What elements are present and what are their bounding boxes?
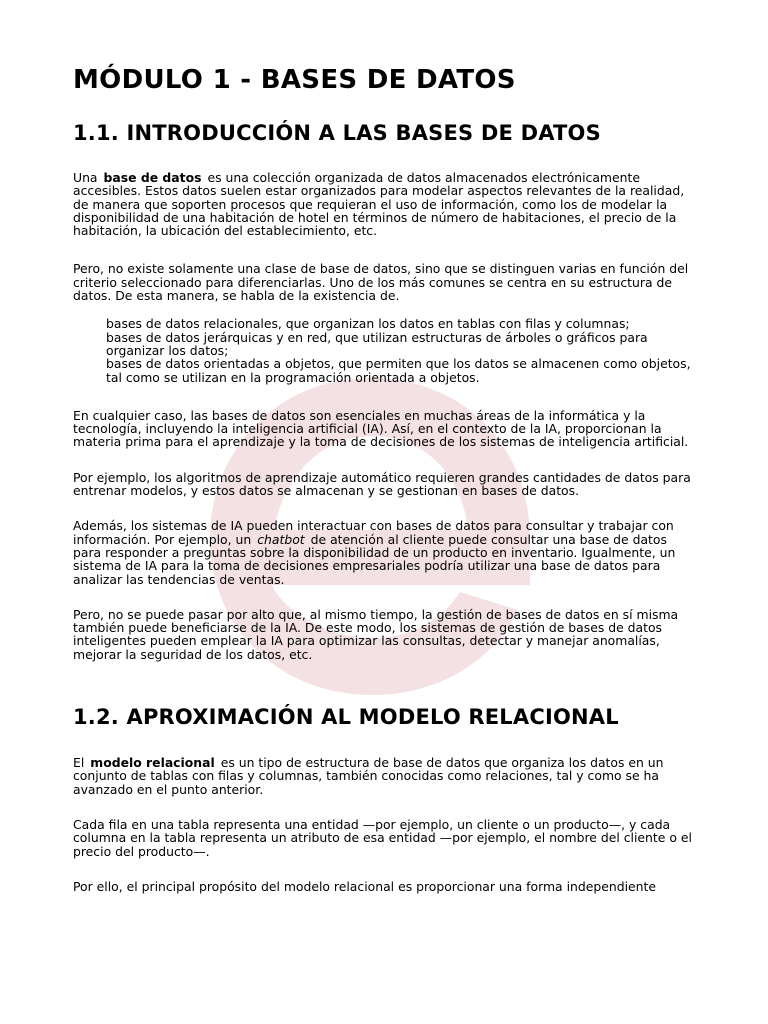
list-item: bases de datos orientadas a objetos, que permiten que los datos se almacenen como objetos, tal como se utilizan en la programación orientada a objetos. <box>106 356 691 385</box>
paragraph-rows-columns: Cada fila en una tabla representa una entidad —por ejemplo, un cliente o un producto—, y cada columna en la tabla representa un atributo de esa entidad —por ejemplo, el nombre del cliente o el precio del producto—. <box>73 816 692 859</box>
paragraph-relational-definition <box>73 756 697 796</box>
paragraph-text: es una colección organizada de datos almacenados electrónicamente accesibles. Estos datos suelen estar organizados para modelar aspectos relevantes de la realidad, de manera que soporten procesos que requieran el uso de información, como los de modelar la disponibilidad de una habitación de hotel en términos de número de habitaciones, el precio de la habitación, la ubicación del establecimiento, etc. <box>73 170 685 239</box>
paragraph-text: de atención al cliente puede consultar una base de datos para responder a preguntas sobre la disponibilidad de un producto en inventario. Igualmente, un sistema de IA para la toma de decisiones empresariales podría utilizar una base de datos para analizar las tendencias de ventas. <box>73 531 676 587</box>
module-title: MÓDULO 1 - BASES DE DATOS <box>73 65 516 95</box>
paragraph-types-intro: Pero, no existe solamente una clase de base de datos, sino que se distinguen varias en función del criterio seleccionado para diferenciarlas. Uno de los más comunes se centra en su estructura de datos. De esta manera, se habla de la existencia de. <box>73 261 689 304</box>
paragraph-ml-example: Por ejemplo, los algoritmos de aprendizaje automático requieren grandes cantidades de datos para entrenar modelos, y estos datos se almacenan y se gestionan en bases de datos. <box>73 469 691 499</box>
section-heading-relational: 1.2. APROXIMACIÓN AL MODELO RELACIONAL <box>73 705 619 730</box>
list-item: bases de datos jerárquicas y en red, que utilizan estructuras de árboles o gráficos para organizar los datos; <box>106 329 648 358</box>
paragraph-chatbot-example <box>73 519 697 585</box>
bold-term: modelo relacional <box>90 755 215 771</box>
section-heading-intro: 1.1. INTRODUCCIÓN A LAS BASES DE DATOS <box>73 121 601 145</box>
paragraph-ai-dbms: Pero, no se puede pasar por alto que, al mismo tiempo, la gestión de bases de datos en sí misma también puede beneficiarse de la IA. De este modo, los sistemas de gestión de bases de datos inteligentes pueden emplear la IA para optimizar las consultas, detectar y manejar anomalías, mejorar la seguridad de los datos, etc. <box>73 606 679 662</box>
database-types-list <box>106 317 697 383</box>
bold-term: base de datos <box>103 170 202 185</box>
paragraph-definition <box>73 171 697 237</box>
list-item: bases de datos relacionales, que organizan los datos en tablas con filas y columnas; <box>106 316 630 332</box>
italic-term: chatbot <box>257 531 305 547</box>
paragraph-text: El <box>73 755 85 771</box>
document-page <box>73 62 697 893</box>
paragraph-text: Una <box>73 170 98 185</box>
paragraph-purpose: Por ello, el principal propósito del modelo relacional es proporcionar una forma independiente <box>73 878 656 894</box>
paragraph-text: es un tipo de estructura de base de datos que organiza los datos en un conjunto de tablas con filas y columnas, también conocidas como relaciones, tal y como se ha avanzado en el punto anterior. <box>73 755 664 797</box>
paragraph-text: Además, los sistemas de IA pueden interactuar con bases de datos para consultar y trabajar con información. Por ejemplo, un <box>73 518 674 547</box>
paragraph-ai-context: En cualquier caso, las bases de datos son esenciales en muchas áreas de la informática y la tecnología, incluyendo la inteligencia artificial (IA). Así, en el contexto de la IA, proporcionan la materia prima para el aprendizaje y la toma de decisiones de los sistemas de inteligencia artificial. <box>73 407 689 450</box>
